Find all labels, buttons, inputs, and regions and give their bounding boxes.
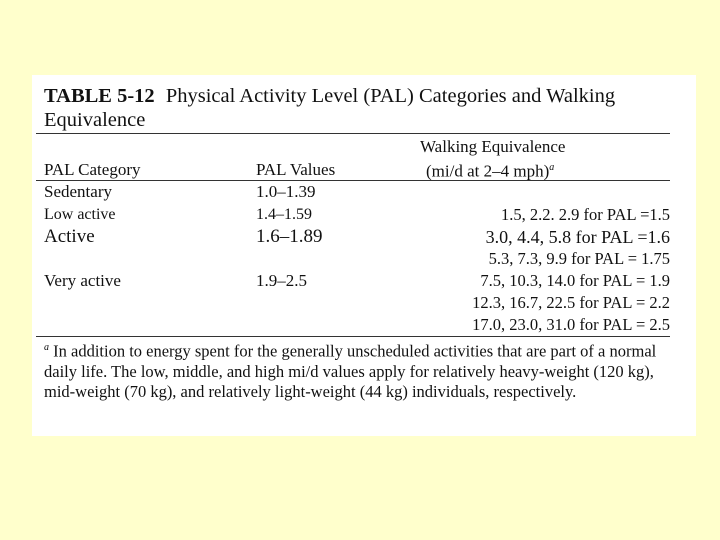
row-active-category: Active <box>44 226 95 247</box>
table-number: TABLE 5-12 <box>44 85 155 107</box>
row-very-active-walking-2: 12.3, 16.7, 22.5 for PAL = 2.2 <box>472 293 670 312</box>
row-sedentary-category: Sedentary <box>44 182 112 201</box>
table-title-text: Physical Activity Level (PAL) Categories and Walking Equivalence <box>44 85 616 131</box>
row-very-active-category: Very active <box>44 271 121 290</box>
row-active-walking-1: 3.0, 4.4, 5.8 for PAL =1.6 <box>485 227 670 247</box>
header-rule <box>36 180 670 181</box>
header-walking-line1: Walking Equivalence <box>420 137 566 156</box>
top-rule <box>36 133 670 134</box>
row-active-values: 1.6–1.89 <box>256 226 323 247</box>
header-walking-line2 <box>426 158 554 182</box>
bottom-rule <box>36 336 670 337</box>
table-panel <box>32 75 696 436</box>
row-very-active-walking-3: 17.0, 23.0, 31.0 for PAL = 2.5 <box>472 315 670 334</box>
row-low-active-values: 1.4–1.59 <box>256 206 312 223</box>
row-low-active-category: Low active <box>44 206 116 223</box>
footnote-text: In addition to energy spent for the generally unscheduled activities that are part of a normal daily life. The low, middle, and high mi/d values apply for relatively heavy-weight (120 kg), mid-weight (70 kg), and relatively light-weight (44 kg) individuals, respectively. <box>44 341 657 401</box>
header-walking-units: (mi/d at 2–4 mph) <box>426 161 550 181</box>
row-active-walking-2: 5.3, 7.3, 9.9 for PAL = 1.75 <box>488 249 670 268</box>
row-very-active-values: 1.9–2.5 <box>256 271 307 290</box>
header-pal-category: PAL Category <box>44 160 141 179</box>
header-pal-values: PAL Values <box>256 160 336 179</box>
footnote-mark: a <box>44 342 49 353</box>
header-footnote-mark: a <box>549 162 555 173</box>
row-low-active-walking-1: 1.5, 2.2. 2.9 for PAL =1.5 <box>501 205 670 224</box>
row-very-active-walking-1: 7.5, 10.3, 14.0 for PAL = 1.9 <box>480 271 670 290</box>
table-title <box>44 84 674 132</box>
table-footnote <box>44 338 674 402</box>
row-sedentary-values: 1.0–1.39 <box>256 182 316 201</box>
